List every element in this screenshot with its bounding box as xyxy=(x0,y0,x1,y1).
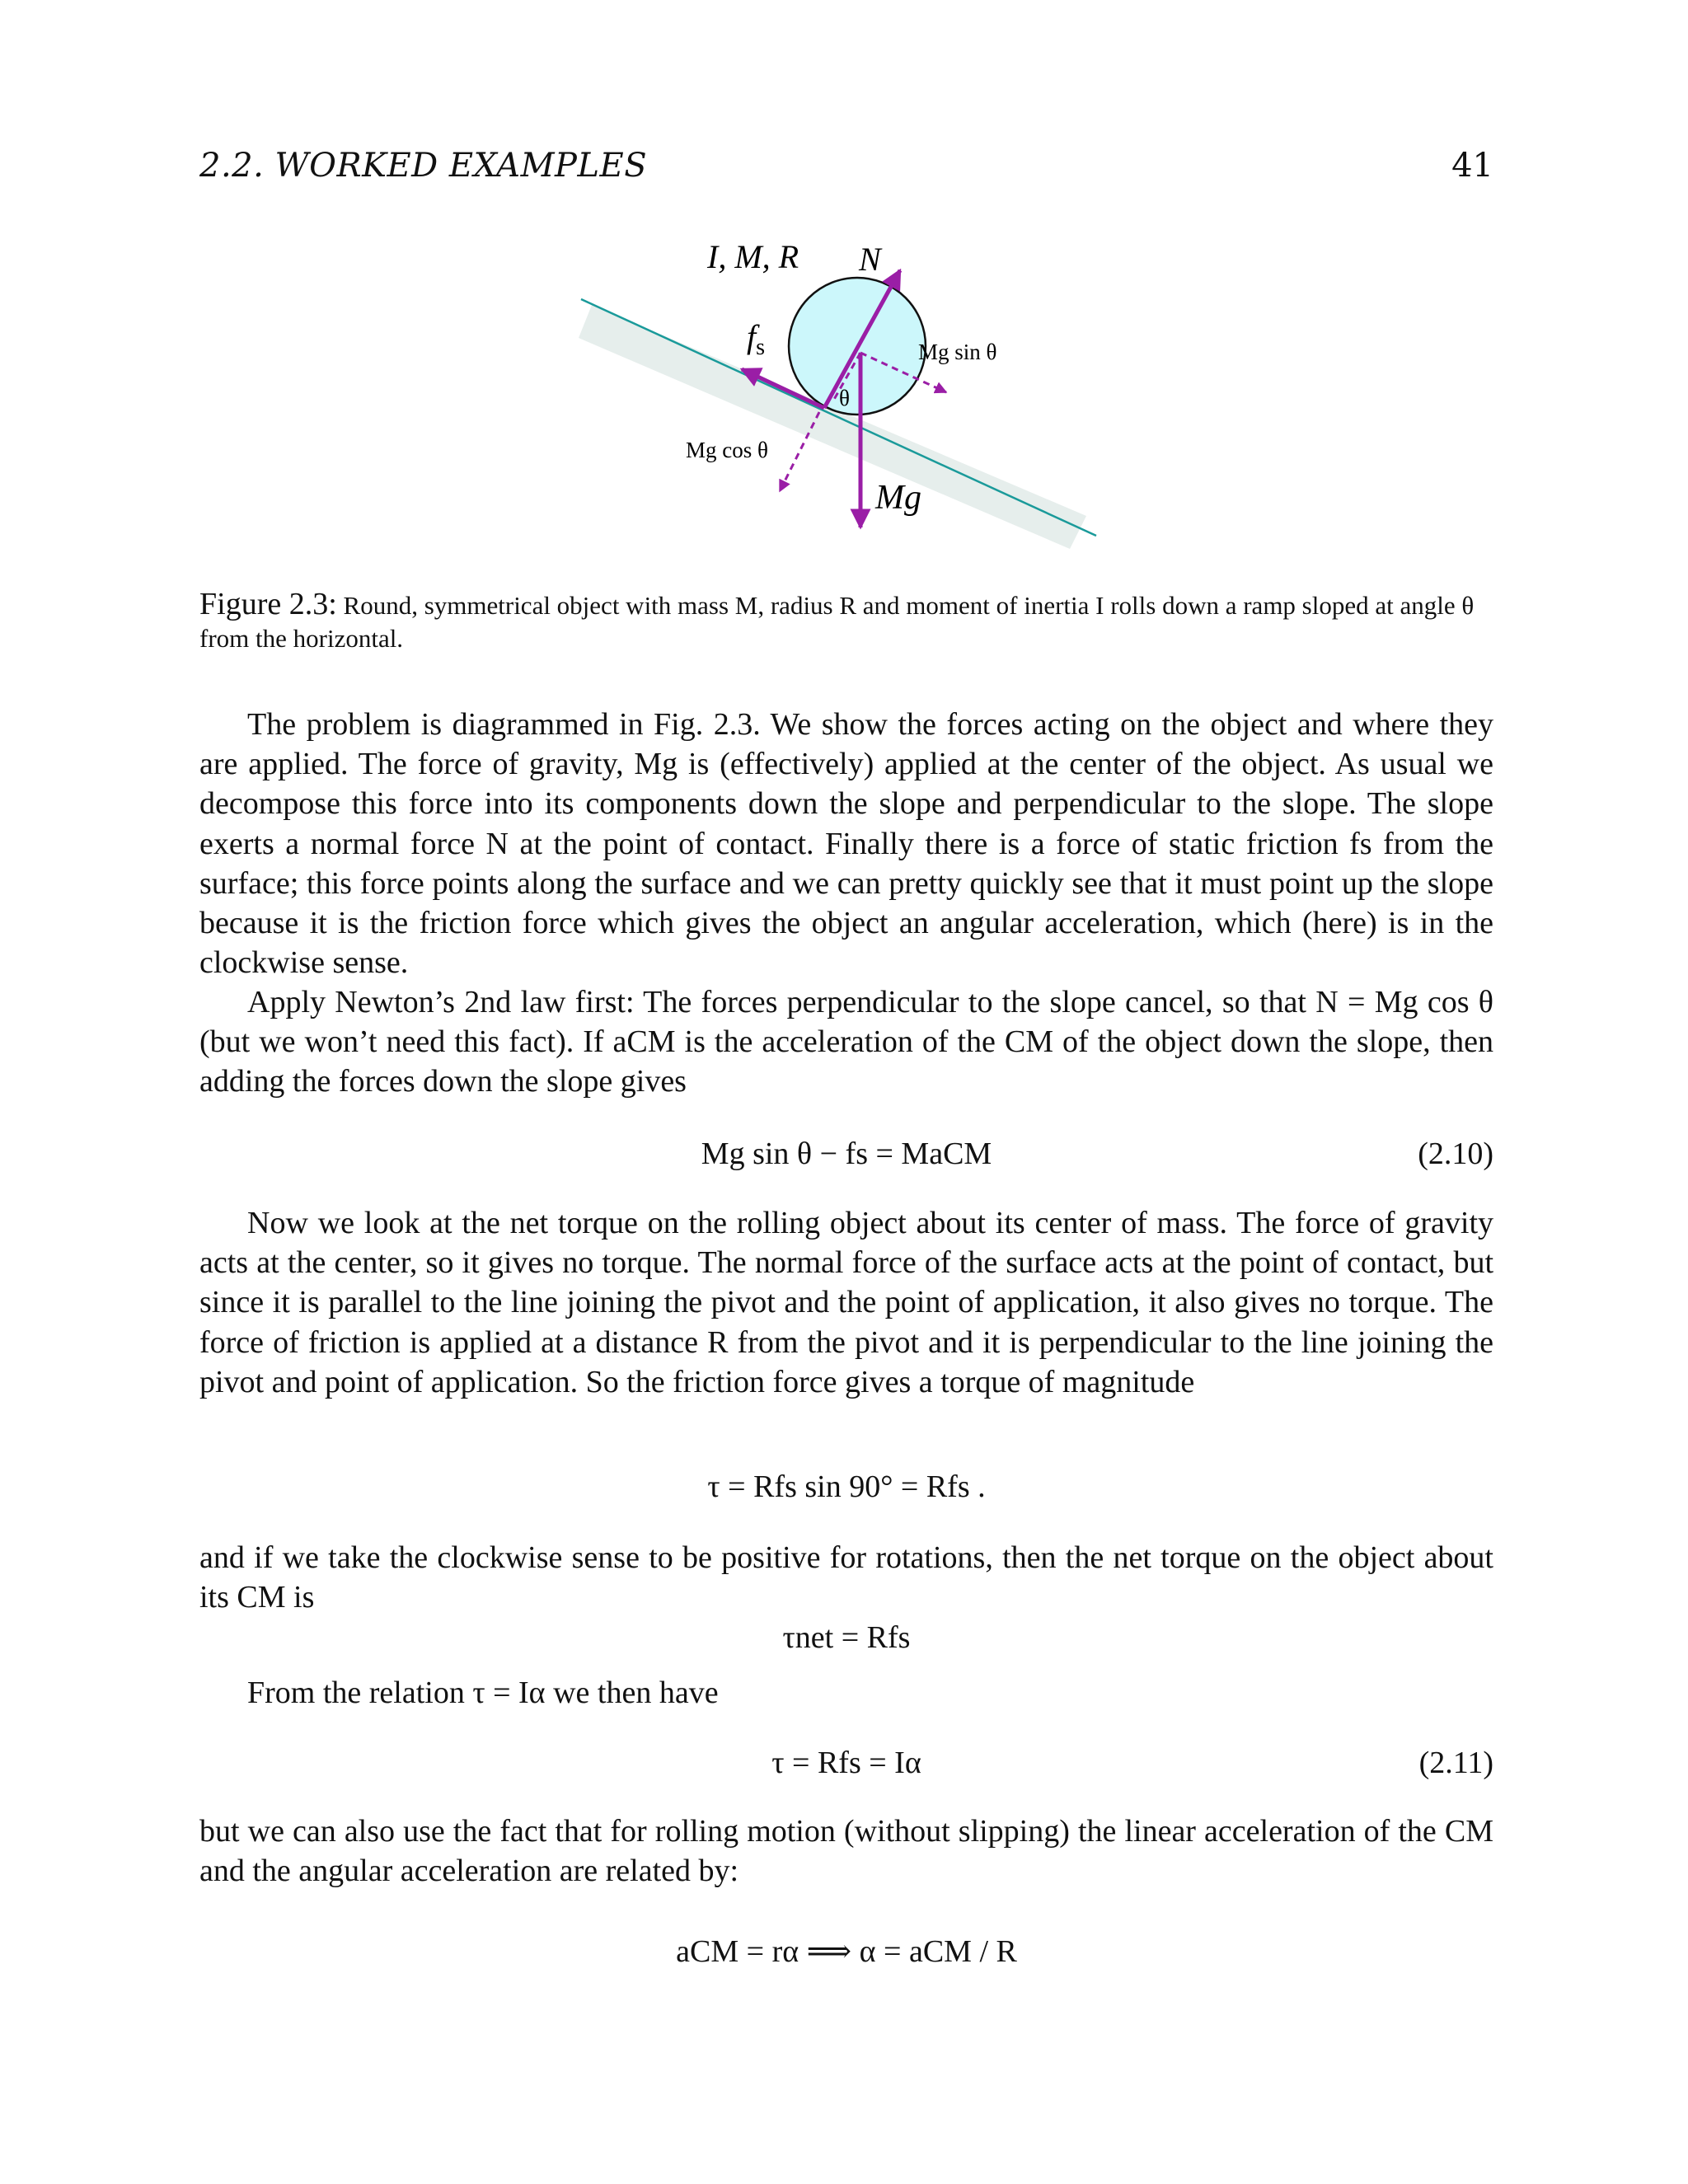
paragraph-4: and if we take the clockwise sense to be positive for rotations, then the net torque on the object about its CM is xyxy=(199,1540,1493,1615)
equation-2-10-number: (2.10) xyxy=(1418,1137,1493,1171)
paragraph-5: From the relation τ = Iα we then have xyxy=(247,1675,719,1710)
page-number: 41 xyxy=(1451,147,1493,185)
figure-caption xyxy=(199,588,1493,655)
equation-torque-body: τ = Rfs sin 90° = Rfs . xyxy=(707,1469,986,1504)
caption-head: Figure 2.3: xyxy=(199,587,337,621)
equation-2-11-body: τ = Rfs = Iα xyxy=(771,1746,921,1780)
equation-net-torque-body: τnet = Rfs xyxy=(782,1620,911,1655)
equation-2-11 xyxy=(199,1745,1493,1794)
equation-torque xyxy=(199,1469,1493,1518)
equation-2-10-body: Mg sin θ − fs = MaCM xyxy=(701,1137,992,1171)
label-mg: Mg xyxy=(875,479,921,517)
running-head: 2.2. WORKED EXAMPLES xyxy=(199,147,648,185)
equation-rolling xyxy=(199,1933,1493,2007)
paragraph-1: The problem is diagrammed in Fig. 2.3. We show the forces acting on the object and where they are applied. The force of gravity, Mg is (effectively) applied at the center of the object. As usual we decompose this force into its components down the slope and perpendicular to the slope. The slope exerts a normal force N at the point of contact. Finally there is a force of static friction fs from the surface; this force points along the surface and we can pretty quickly see that it must point up the slope because it is the friction force which gives the object an angular acceleration, which (here) is in the clockwise sense. xyxy=(199,707,1493,981)
label-normal: N xyxy=(859,241,881,278)
paragraph-3: Now we look at the net torque on the rolling object about its center of mass. The force of gravity acts at the center, so it gives no torque. The normal force of the surface acts at the point of contact, but since it is parallel to the line joining the pivot and the point of application, it also gives no torque. The force of friction is applied at a distance R from the pivot and it is perpendicular to the line joining the pivot and point of application. So the friction force gives a torque of magnitude xyxy=(199,1206,1493,1399)
label-mg-cos: Mg cos θ xyxy=(686,438,768,462)
label-imr: I, M, R xyxy=(707,238,799,275)
equation-2-10 xyxy=(199,1136,1493,1185)
label-mg-sin: Mg sin θ xyxy=(918,340,997,364)
equation-rolling-body: aCM = rα ⟹ α = aCM / R xyxy=(676,1934,1017,1969)
ramp-diagram xyxy=(0,0,1688,593)
caption-text: Round, symmetrical object with mass M, radius R and moment of inertia I rolls down a ramp sloped at angle θ from the horizontal. xyxy=(199,591,1475,653)
label-theta: θ xyxy=(839,386,850,410)
equation-2-11-number: (2.11) xyxy=(1418,1746,1493,1780)
equation-net-torque xyxy=(199,1619,1493,1669)
label-friction: $f_s$ xyxy=(747,318,766,360)
paragraph-2: Apply Newton’s 2nd law first: The forces perpendicular to the slope cancel, so that N = Mg cos θ (but we won’t need this fact). If aCM is the acceleration of the CM of the object down the slope, then adding the forces down the slope gives xyxy=(199,985,1493,1099)
paragraph-6: but we can also use the fact that for rolling motion (without slipping) the linear acceleration of the CM and the angular acceleration are related by: xyxy=(199,1814,1493,1889)
